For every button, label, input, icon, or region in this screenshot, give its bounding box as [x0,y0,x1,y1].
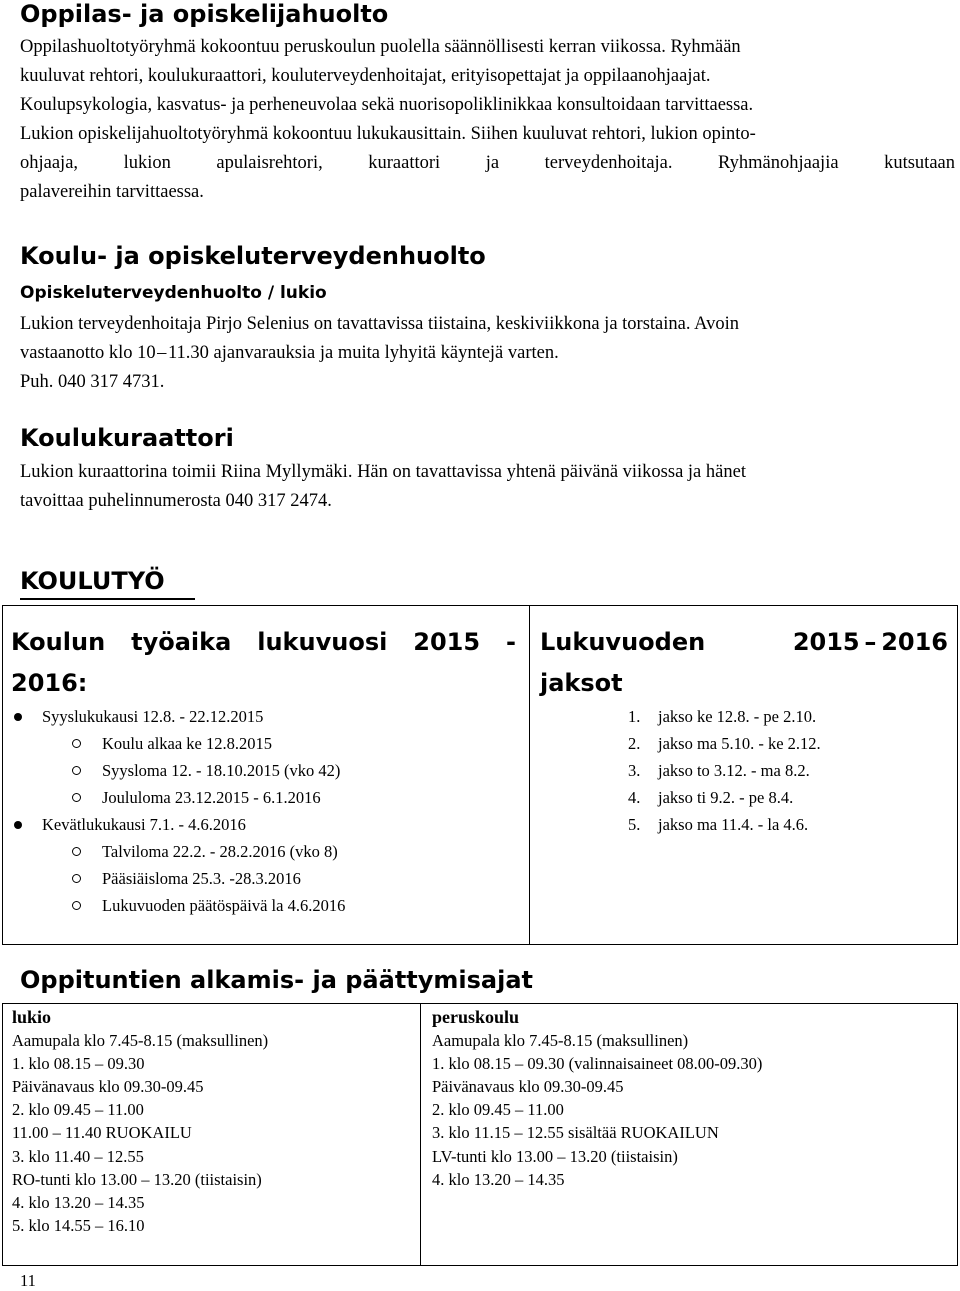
list-item: Kevätlukukausi 7.1. - 4.6.2016 [12,811,345,838]
jaksot-list [628,703,821,838]
box-tyoaika [2,605,530,945]
paragraph-kuraattori [20,458,955,516]
time-row: 1. klo 08.15 – 09.30 [12,1054,145,1074]
paragraph-oppilashuolto [20,33,955,207]
heading-koulutyo: KOULUTYÖ [20,567,165,595]
list-text: jakso ti 9.2. - pe 8.4. [658,788,794,807]
list-item [628,730,821,757]
time-row: 11.00 – 11.40 RUOKAILU [12,1123,192,1143]
tyoaika-title [11,622,516,704]
list-item [628,784,821,811]
jaksot-title-word: Lukuvuoden [540,628,706,656]
text-line: Lukion opiskelijahuoltotyöryhmä kokoontuu lukukausittain. Siihen kuuluvat rehtori, lukion opinto- [20,124,756,144]
text-line: vastaanotto klo 10 – 11.30 ajanvarauksia ja muita lyhyitä käyntejä varten. [20,343,559,363]
time-row: 5. klo 14.55 – 16.10 [12,1215,145,1235]
list-number: 2. [628,734,641,753]
text-line: Lukion terveydenhoitaja Pirjo Selenius on tavattavissa tiistaina, keskiviikkona ja torstaina. Avoin [20,314,739,334]
text-line: Koulupsykologia, kasvatus- ja perheneuvolaa sekä nuorisopoliklinikkaa konsultoidaan tarvittaessa. [20,95,754,115]
box-peruskoulu-times [420,1003,958,1266]
lukio-times-list [12,1006,268,1237]
time-row: 4. klo 13.20 – 14.35 [432,1169,565,1189]
list-item: Talviloma 22.2. - 28.2.2016 (vko 8) [12,838,345,865]
list-item [628,757,821,784]
list-item [628,703,821,730]
time-row: 3. klo 11.40 – 12.55 [12,1146,144,1166]
time-row: Päivänavaus klo 09.30-09.45 [12,1077,204,1097]
heading-oppitunnit: Oppituntien alkamis- ja päättymisajat [20,966,534,994]
peruskoulu-times-list [432,1006,762,1191]
tyoaika-title-line: Koulun työaika lukuvuosi 2015 - [11,628,516,656]
jaksot-title [540,622,948,704]
list-item: Syysloma 12. - 18.10.2015 (vko 42) [12,757,345,784]
paragraph-terveydenhuolto [20,310,955,397]
peruskoulu-title: peruskoulu [432,1007,520,1027]
time-row: 2. klo 09.45 – 11.00 [12,1100,144,1120]
list-item: Syyslukukausi 12.8. - 22.12.2015 [12,703,345,730]
list-text: jakso to 3.12. - ma 8.2. [658,761,810,780]
list-text: jakso ma 11.4. - la 4.6. [658,815,809,834]
text-line: palavereihin tarvittaessa. [20,182,204,202]
jaksot-title-line: jaksot [540,669,623,697]
jaksot-title-word: 2015 – 2016 [792,628,948,656]
time-row: Aamupala klo 7.45-8.15 (maksullinen) [432,1031,689,1051]
list-number: 1. [628,707,641,726]
jaksot-title-line [540,622,948,663]
text-line: ohjaaja, lukion apulaisrehtori, kuraattori ja terveydenhoitaja. Ryhmänohjaajia kutsutaan [20,153,955,173]
heading-kuraattori: Koulukuraattori [20,424,234,452]
time-row: RO-tunti klo 13.00 – 13.20 (tiistaisin) [12,1169,262,1189]
time-row: Päivänavaus klo 09.30-09.45 [432,1077,624,1097]
time-row: 3. klo 11.15 – 12.55 sisältää RUOKAILUN [432,1123,719,1143]
list-item [628,811,821,838]
tyoaika-list [12,703,345,919]
heading-underline [20,598,195,600]
list-number: 4. [628,788,641,807]
list-item: Pääsiäisloma 25.3. -28.3.2016 [12,865,345,892]
time-row: 2. klo 09.45 – 11.00 [432,1100,564,1120]
time-row: Aamupala klo 7.45-8.15 (maksullinen) [12,1031,269,1051]
text-line: Lukion kuraattorina toimii Riina Myllymäki. Hän on tavattavissa yhtenä päivänä viikossa ja hänet [20,462,746,482]
heading-oppilashuolto: Oppilas- ja opiskelijahuolto [20,0,389,28]
list-number: 3. [628,761,641,780]
text-line: Puh. 040 317 4731. [20,372,165,392]
list-item: Joululoma 23.12.2015 - 6.1.2016 [12,784,345,811]
lukio-title: lukio [12,1007,52,1027]
text-line: tavoittaa puhelinnumerosta 040 317 2474. [20,491,332,511]
time-row: 1. klo 08.15 – 09.30 (valinnaisaineet 08.00-09.30) [432,1054,763,1074]
text-line: Oppilashuoltotyöryhmä kokoontuu peruskoulun puolella säännöllisesti kerran viikossa. Ryhmään [20,37,741,57]
tyoaika-title-line: 2016: [11,669,88,697]
subheading-opiskeluterveydenhuolto: Opiskeluterveydenhuolto / lukio [20,283,327,303]
time-row: LV-tunti klo 13.00 – 13.20 (tiistaisin) [432,1146,678,1166]
time-row: 4. klo 13.20 – 14.35 [12,1192,145,1212]
heading-terveydenhuolto: Koulu- ja opiskeluterveydenhuolto [20,242,486,270]
box-jaksot [529,605,958,945]
list-text: jakso ma 5.10. - ke 2.12. [658,734,821,753]
list-item: Lukuvuoden päätöspäivä la 4.6.2016 [12,892,345,919]
text-line: kuuluvat rehtori, koulukuraattori, kouluterveydenhoitajat, erityisopettajat ja oppilaanohjaajat. [20,66,711,86]
page-number: 11 [20,1271,36,1290]
list-item: Koulu alkaa ke 12.8.2015 [12,730,345,757]
list-text: jakso ke 12.8. - pe 2.10. [658,707,817,726]
box-lukio-times [2,1003,421,1266]
list-number: 5. [628,815,641,834]
